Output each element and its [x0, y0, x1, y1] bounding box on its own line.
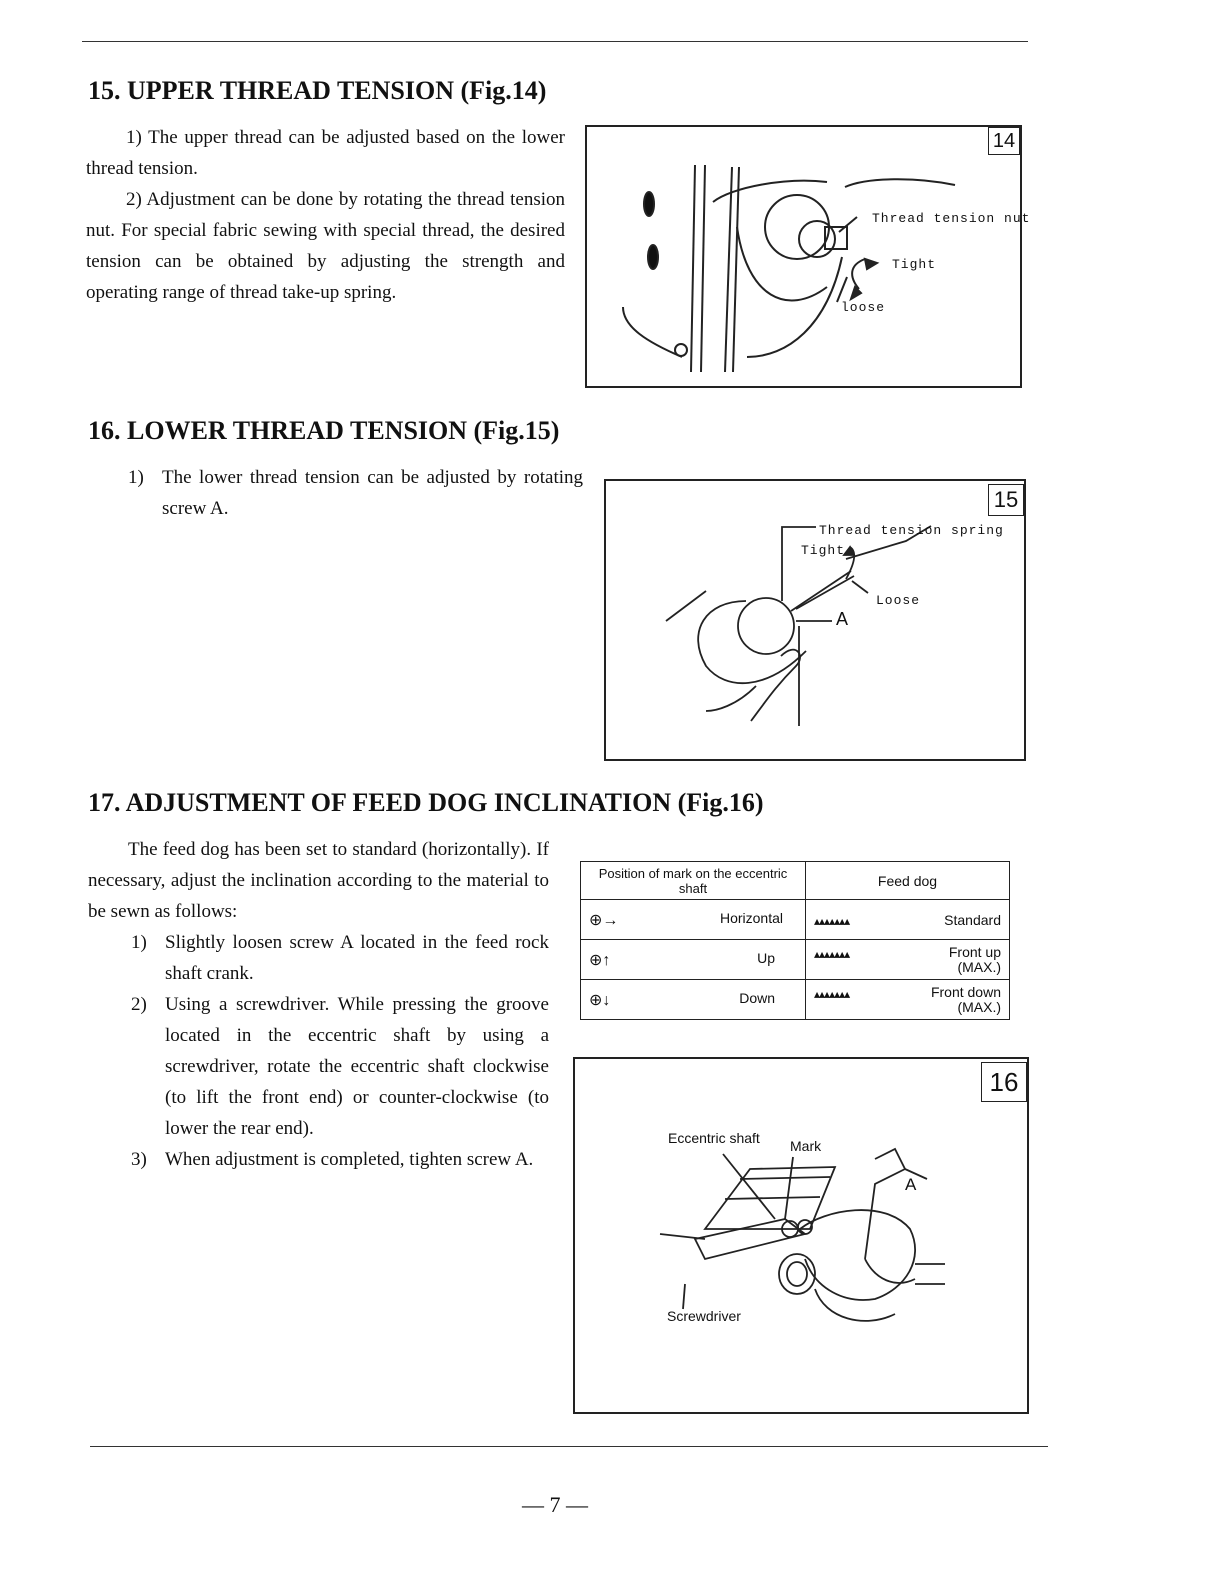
- feed-value: Standard: [944, 911, 1001, 928]
- figure-16-label-a: A: [905, 1175, 917, 1194]
- figure-16-label-mark: Mark: [790, 1138, 822, 1154]
- step-number: 2): [131, 994, 147, 1015]
- figure-14-label-nut: Thread tension nut: [872, 211, 1031, 226]
- page-number: — 7 —: [522, 1492, 588, 1517]
- top-rule: [82, 41, 1028, 42]
- section-15-item-1: 1) The upper thread can be adjusted based on the lower thread tension.: [86, 127, 565, 179]
- figure-14-label-loose: loose: [841, 300, 886, 315]
- mark-down-icon: ⊕↓: [589, 991, 611, 1009]
- figure-14: [585, 125, 1031, 388]
- figure-16: [573, 1057, 1029, 1414]
- section-15-text: [86, 122, 565, 308]
- section-15-heading: 15. UPPER THREAD TENSION (Fig.14): [88, 76, 547, 105]
- figure-15-number: 15: [988, 484, 1024, 516]
- figure-14-number: 14: [988, 127, 1020, 155]
- figure-15-label-spring: Thread tension spring: [819, 523, 1004, 538]
- section-16-heading: 16. LOWER THREAD TENSION (Fig.15): [88, 416, 560, 445]
- section-17-intro: The feed dog has been set to standard (horizontally). If necessary, adjust the inclination according to the material to be sewn as follows:: [88, 839, 549, 922]
- section-17-text: [88, 834, 549, 1175]
- feed-dog-table: [580, 861, 1010, 1020]
- table-header-position: Position of mark on the eccentric shaft: [581, 862, 806, 900]
- bottom-rule: [90, 1446, 1048, 1447]
- feed-dog-front-up-icon: ▴▴▴▴▴▴▴: [814, 946, 850, 961]
- figure-15-label-a: A: [836, 609, 849, 629]
- section-15-item-2: 2) Adjustment can be done by rotating the thread tension nut. For special fabric sewing with special thread, the desired tension can be obtained by adjusting the strength and operating range of thread take-up spring.: [86, 189, 565, 303]
- section-17-step-2: [131, 989, 549, 1144]
- section-16-text: [128, 462, 583, 524]
- figure-14-label-tight: Tight: [892, 257, 937, 272]
- step-number: 1): [131, 932, 147, 953]
- table-row: [581, 980, 1010, 1020]
- figure-16-illustration: [575, 1059, 1027, 1412]
- feed-value: Front down (MAX.): [930, 983, 1001, 1015]
- figure-16-number: 16: [981, 1062, 1027, 1102]
- table-row: [581, 940, 1010, 980]
- feed-dog-standard-icon: ▴▴▴▴▴▴▴: [814, 913, 850, 928]
- figure-14-illustration: [587, 127, 1020, 386]
- figure-15: [604, 479, 1026, 761]
- section-17-step-1: [131, 927, 549, 989]
- figure-16-label-eccentric: Eccentric shaft: [668, 1130, 760, 1146]
- mark-up-icon: ⊕↑: [589, 951, 611, 969]
- feed-value: Front up (MAX.): [948, 943, 1001, 975]
- section-16-item-text: The lower thread tension can be adjusted by rotating screw A.: [162, 467, 583, 519]
- figure-15-label-loose: Loose: [876, 593, 921, 608]
- figure-15-label-tight: Tight: [801, 543, 846, 558]
- step-text: Using a screwdriver. While pressing the groove located in the eccentric shaft by using a screwdriver, rotate the eccentric shaft clockwise (to lift the front end) or counter-clockwise (to lower the rear end).: [165, 994, 549, 1139]
- position-value: Up: [757, 949, 775, 966]
- position-value: Down: [739, 989, 775, 1006]
- position-value: Horizontal: [719, 909, 783, 926]
- step-text: Slightly loosen screw A located in the feed rock shaft crank.: [165, 932, 549, 984]
- table-row: [581, 900, 1010, 940]
- mark-horizontal-icon: ⊕→: [589, 911, 619, 929]
- step-number: 3): [131, 1149, 147, 1170]
- feed-dog-front-down-icon: ▴▴▴▴▴▴▴: [814, 986, 850, 1001]
- figure-16-label-screwdriver: Screwdriver: [667, 1308, 741, 1324]
- table-header-feed-dog: Feed dog: [806, 862, 1010, 900]
- section-17-heading: 17. ADJUSTMENT OF FEED DOG INCLINATION (Fig.16): [88, 788, 764, 817]
- section-17-step-3: [131, 1144, 549, 1175]
- step-text: When adjustment is completed, tighten screw A.: [165, 1149, 534, 1170]
- section-16-item-number: 1): [128, 467, 144, 488]
